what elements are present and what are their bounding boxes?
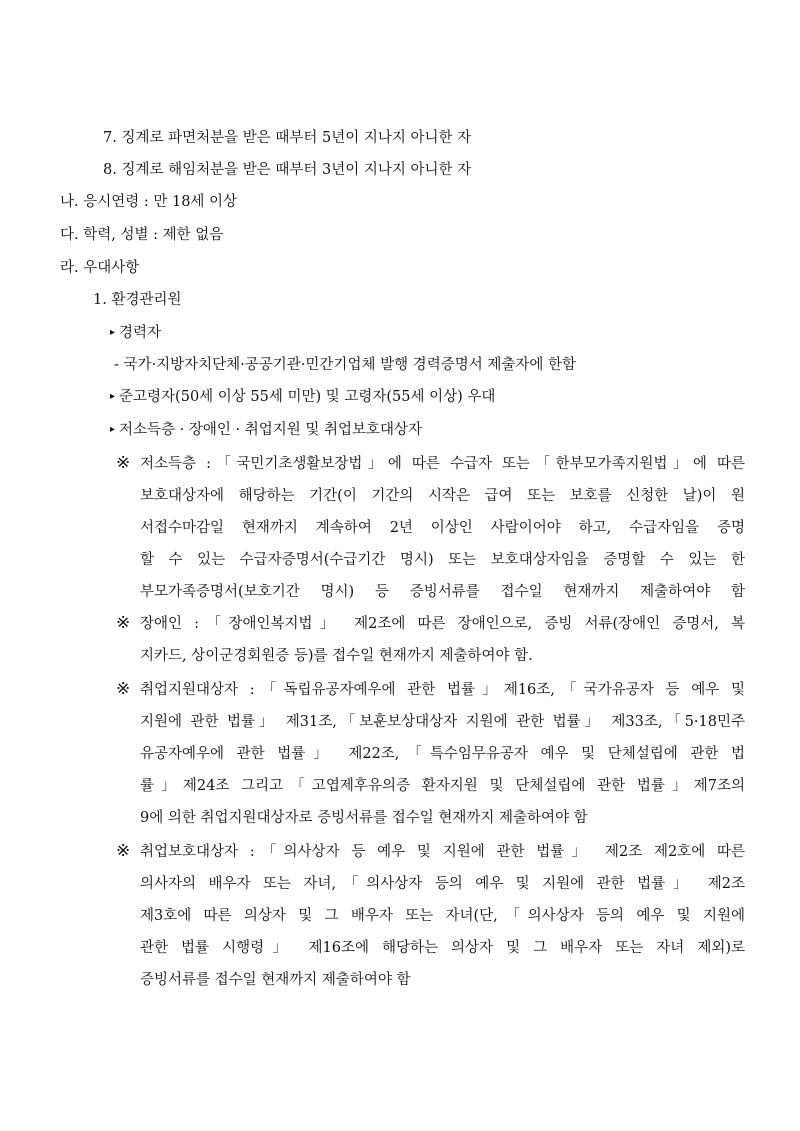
bullet-career	[110, 318, 161, 350]
bullet-vulnerable-label: 저소득층 · 장애인 · 취업지원 및 취업보호대상자	[119, 422, 423, 438]
preference-heading: 라. 우대사항	[60, 260, 140, 276]
note-low-income-line: 서접수마감일 현재까지 계속하여 2년 이상인 사람이어야 하고, 수급자임을 증명	[140, 520, 745, 536]
note-employment-support-line: 유공자예우에 관한 법률」 제22조,「특수임무유공자 예우 및 단체설립에 관한 법	[140, 746, 745, 762]
note-low-income-line: 저소득층 :「국민기초생활보장법」에 따른 수급자 또는「한부모가족지원법」에 따른	[140, 456, 745, 472]
disqualification-item-8: 8. 징계로 해임처분을 받은 때부터 3년이 지나지 아니한 자	[103, 162, 472, 178]
note-disabled-line: 장애인 :「장애인복지법」 제2조에 따른 장애인으로, 증빙 서류(장애인 증명서, 복	[140, 616, 745, 632]
triangle-bullet-icon: ▸	[110, 391, 116, 402]
disqualification-item-7: 7. 징계로 파면처분을 받은 때부터 5년이 지나지 아니한 자	[103, 130, 472, 146]
note-low-income-line: 할 수 있는 수급자증명서(수급기간 명시) 또는 보호대상자임을 증명할 수 있는 한	[140, 552, 745, 568]
bullet-elderly	[110, 382, 495, 414]
note-employment-protection-line: 관한 법률 시행령」 제16조에 해당하는 의상자 및 그 배우자 또는 자녀 제외)로	[140, 940, 745, 956]
note-employment-support-line: 취업지원대상자 :「독립유공자예우에 관한 법률」제16조,「국가유공자 등 예우 및	[140, 682, 745, 698]
note-employment-protection-line: 의사자의 배우자 또는 자녀,「의사상자 등의 예우 및 지원에 관한 법률」 제2조	[140, 876, 745, 892]
reference-mark-icon: ※	[116, 453, 131, 473]
bullet-career-label: 경력자	[119, 325, 162, 341]
reference-mark-icon: ※	[116, 679, 131, 699]
note-employment-support-line: 9에 의한 취업지원대상자로 증빙서류를 접수일 현재까지 제출하여야 함	[140, 810, 588, 826]
career-detail: - 국가·지방자치단체·공공기관·민간기업체 발행 경력증명서 제출자에 한함	[114, 357, 576, 373]
note-employment-support-line: 지원에 관한 법률」 제31조,「보훈보상대상자 지원에 관한 법률」 제33조,「5·18민주	[140, 714, 745, 730]
note-low-income-line: 보호대상자에 해당하는 기간(이 기간의 시작은 급여 또는 보호를 신청한 날)이 원	[140, 488, 745, 504]
note-disabled-line: 지카드, 상이군경회원증 등)를 접수일 현재까지 제출하여야 함.	[140, 648, 533, 664]
triangle-bullet-icon: ▸	[110, 327, 116, 338]
note-employment-protection-line: 제3호에 따른 의상자 및 그 배우자 또는 자녀(단,「의사상자 등의 예우 및 지원에	[140, 908, 745, 924]
reference-mark-icon: ※	[116, 841, 131, 861]
triangle-bullet-icon: ▸	[110, 424, 116, 435]
note-employment-protection-line: 증빙서류를 접수일 현재까지 제출하여야 함	[140, 972, 411, 988]
note-employment-protection-line: 취업보호대상자 :「의사상자 등 예우 및 지원에 관한 법률」 제2조 제2호에 따른	[140, 844, 745, 860]
bullet-elderly-label: 준고령자(50세 이상 55세 미만) 및 고령자(55세 이상) 우대	[119, 389, 496, 405]
bullet-vulnerable	[110, 415, 422, 447]
note-low-income-line: 부모가족증명서(보호기간 명시) 등 증빙서류를 접수일 현재까지 제출하여야 함	[140, 584, 745, 600]
education-gender-requirement: 다. 학력, 성별 : 제한 없음	[60, 227, 224, 243]
age-requirement: 나. 응시연령 : 만 18세 이상	[60, 194, 238, 210]
reference-mark-icon: ※	[116, 613, 131, 633]
note-employment-support-line: 률」제24조 그리고「고엽제후유의증 환자지원 및 단체설립에 관한 법률」제7조의	[140, 778, 745, 794]
environment-worker-heading: 1. 환경관리원	[93, 292, 182, 308]
